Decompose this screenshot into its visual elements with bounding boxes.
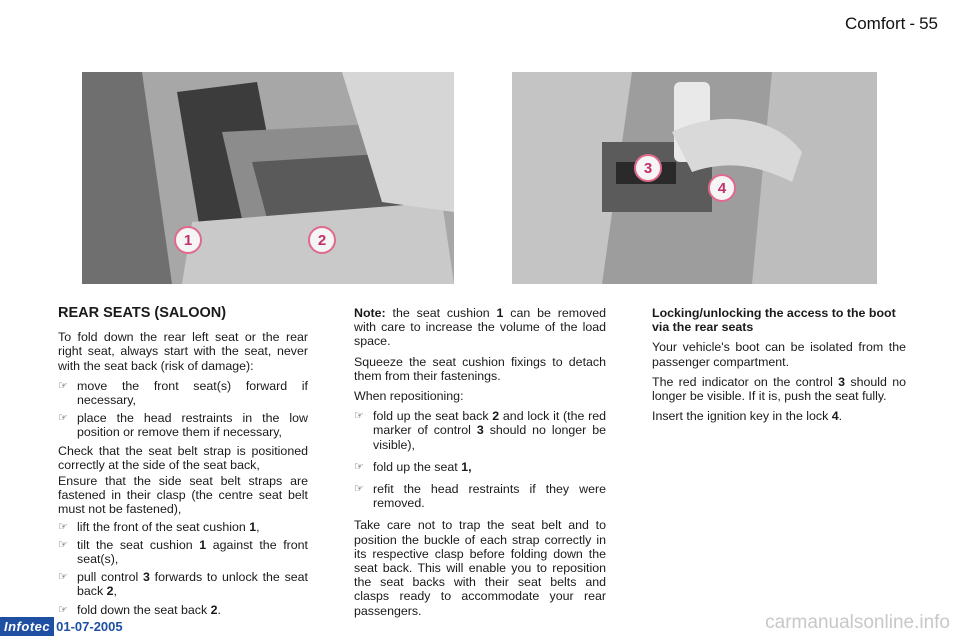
squeeze-paragraph: Squeeze the seat cushion fixings to detach them from their fastenings. [354,354,606,383]
list-item: ☞ move the front seat(s) forward if necessary, [58,378,308,408]
list-item: ☞ tilt the seat cushion 1 against the front seat(s), [58,537,308,567]
note-label: Note: [354,306,386,320]
list-item: ☞ fold down the seat back 2. [58,602,221,617]
note-paragraph: Note: the seat cushion 1 can be removed with care to increase the volume of the load space. [354,306,607,349]
header-separator: - [909,14,916,33]
list-item: ☞ refit the head restraints if they were removed. [354,482,606,511]
page-header [845,14,938,34]
pointing-hand-icon: ☞ [58,520,68,533]
list-item: ☞ pull control 3 forwards to unlock the seat back 2, [58,570,308,599]
pointing-hand-icon: ☞ [58,412,68,425]
watermark: carmanualsonline.info [765,612,950,633]
marker-2: 2 [308,226,336,254]
marker-3: 3 [634,154,662,182]
marker-4: 4 [708,174,736,202]
rear-seat-fold-photo [82,72,454,284]
take-care-paragraph: Take care not to trap the seat belt and to position the buckle of each strap correctly in its respective clasp before folding down the seat back. This will enable you to reposition the seat backs with their seat belts and clasps ready to accommodate your rear passengers. [354,518,606,618]
bullet-list-steps [58,520,308,617]
marker-1: 1 [174,226,202,254]
list-item: ☞ place the head restraints in the low position or remove them if necessary, [58,411,308,440]
pointing-hand-icon: ☞ [354,483,364,496]
pointing-hand-icon: ☞ [58,571,68,584]
list-item: ☞ fold up the seat 1, [354,459,472,474]
red-indicator-paragraph: The red indicator on the control 3 should no longer be visible. If it is, push the seat fully. [652,374,906,404]
pointing-hand-icon: ☞ [354,460,364,473]
column-rear-seats [58,306,308,621]
column-note [354,306,606,624]
column-boot-lock [652,306,906,429]
footer-date: 01-07-2005 [56,619,123,634]
isolated-paragraph: Your vehicle's boot can be isolated from the passenger compartment. [652,340,906,369]
boot-lock-photo [512,72,877,284]
footer [0,617,123,636]
boot-lock-subheading: Locking/unlocking the access to the boot via the rear seats [652,306,896,335]
pointing-hand-icon: ☞ [58,603,68,616]
ensure-paragraph: Ensure that the side seat belt straps are fastened in their clasp (the centre seat belt must not be fastened), [58,474,308,517]
pointing-hand-icon: ☞ [58,538,68,551]
page-number: 55 [919,14,938,33]
when-paragraph: When repositioning: [354,389,464,404]
insert-key-paragraph: Insert the ignition key in the lock 4. [652,409,843,424]
intro-paragraph: To fold down the rear left seat or the rear right seat, always start with the seat, never with the seat back (risk of damage): [58,330,308,373]
list-item: ☞ fold up the seat back 2 and lock it (the red marker of control 3 should no longer be visible), [354,409,607,452]
list-item: ☞ lift the front of the seat cushion 1, [58,519,260,534]
pointing-hand-icon: ☞ [58,379,68,392]
check-paragraph: Check that the seat belt strap is positioned correctly at the side of the seat back, [58,443,308,472]
bullet-list-reposition [354,409,606,510]
bullet-list-prep [58,379,308,440]
brand-logo: Infotec [0,617,54,636]
section-title: Comfort [844,14,906,33]
section-heading: REAR SEATS (SALOON) [58,305,227,321]
pointing-hand-icon: ☞ [354,410,364,423]
